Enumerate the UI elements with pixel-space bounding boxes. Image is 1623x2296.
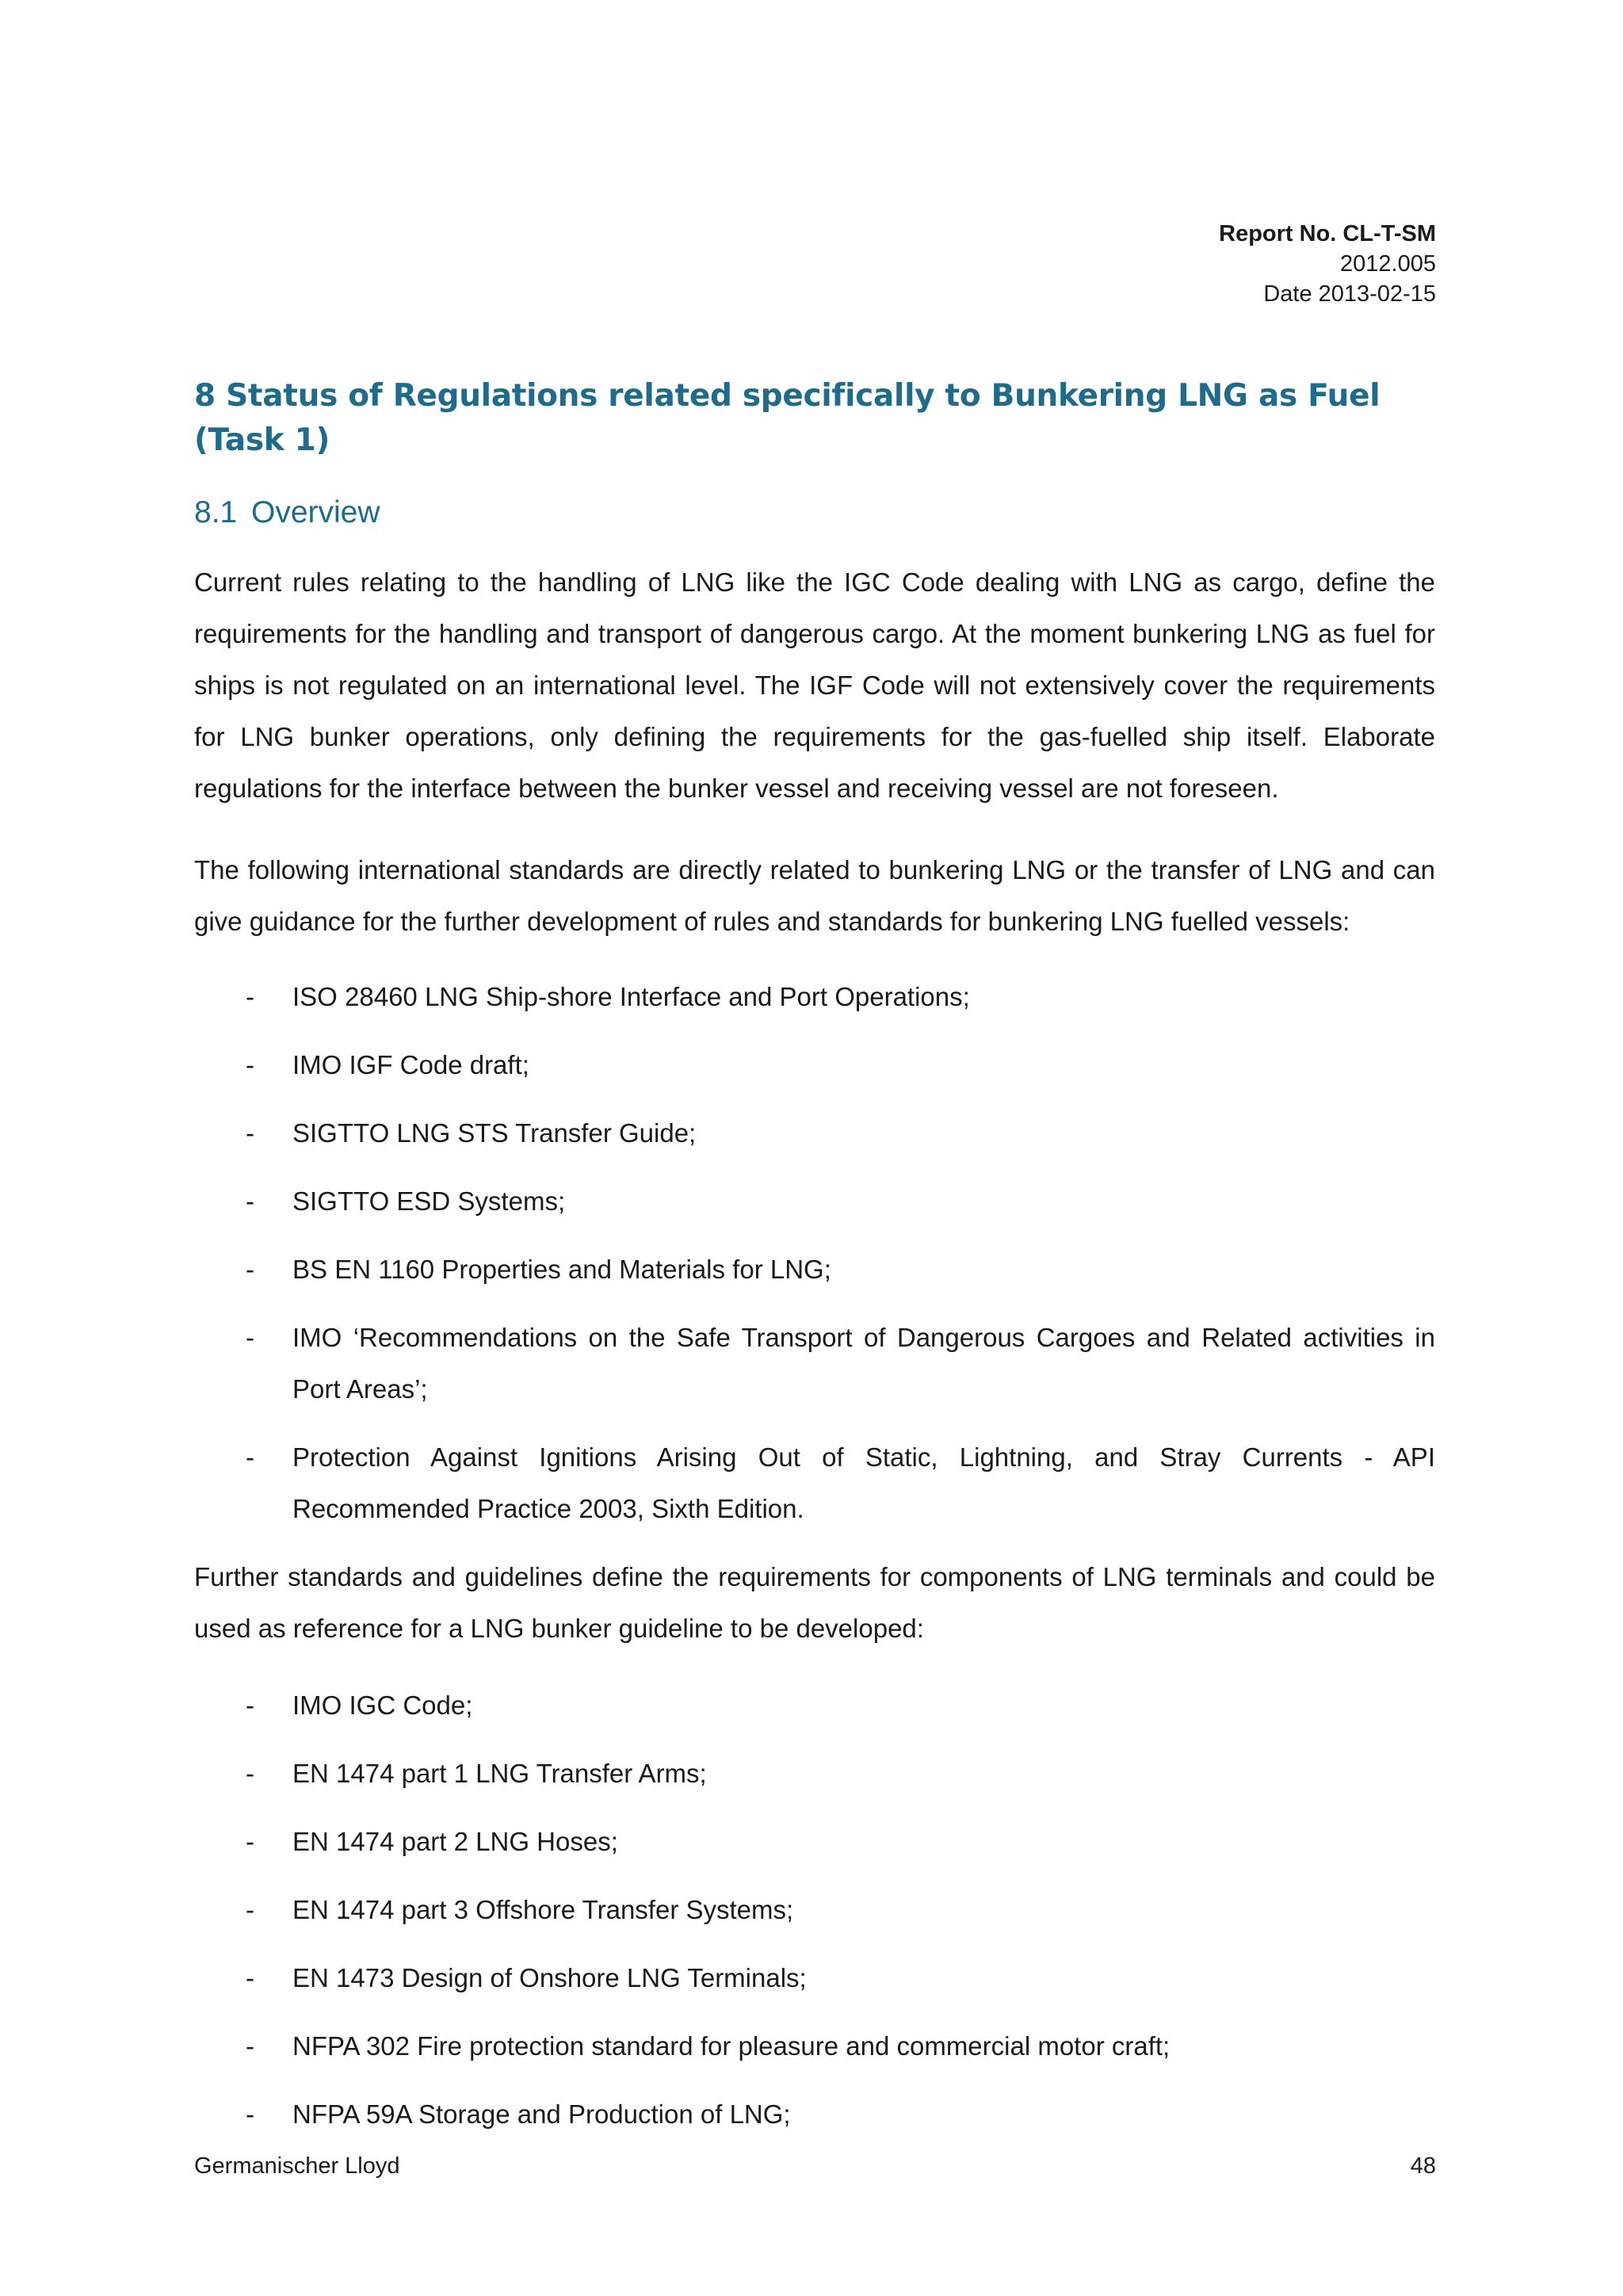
list-item: - NFPA 59A Storage and Production of LNG; <box>194 2088 1435 2140</box>
footer-company: Germanischer Lloyd <box>194 2153 400 2179</box>
dash-marker: - <box>246 1827 254 1856</box>
page-footer <box>194 2151 1436 2181</box>
section-name: Overview <box>251 495 380 529</box>
dash-marker: - <box>246 1323 254 1352</box>
dash-marker: - <box>246 1255 254 1284</box>
report-header <box>1219 219 1436 309</box>
standards-intro-paragraph: The following international standards are directly related to bunkering LNG or the transfer of LNG and can give guidance for the further development of rules and standards for bunkering LNG fuelled vessels: <box>194 855 1435 936</box>
list-item: - SIGTTO ESD Systems; <box>194 1175 1435 1227</box>
chapter-title: 8 Status of Regulations related specifically to Bunkering LNG as Fuel (Task 1) <box>194 378 1381 458</box>
list-item: - SIGTTO LNG STS Transfer Guide; <box>194 1107 1435 1159</box>
components-intro-paragraph: Further standards and guidelines define the requirements for components of LNG terminals and could be used as reference for a LNG bunker guideline to be developed: <box>194 1562 1435 1643</box>
list-item: - IMO IGC Code; <box>194 1679 1435 1731</box>
list-item: - ISO 28460 LNG Ship-shore Interface and Port Operations; <box>194 971 1435 1022</box>
components-list <box>194 1679 1435 2140</box>
list-item: - EN 1474 part 1 LNG Transfer Arms; <box>194 1748 1435 1799</box>
dash-marker: - <box>246 1895 254 1924</box>
list-item: - NFPA 302 Fire protection standard for pleasure and commercial motor craft; <box>194 2020 1435 2072</box>
dash-marker: - <box>246 2031 254 2061</box>
list-item: - EN 1473 Design of Onshore LNG Terminals; <box>194 1952 1435 2004</box>
dash-marker: - <box>246 2099 254 2129</box>
report-date: Date 2013-02-15 <box>1263 281 1436 307</box>
list-item: - Protection Against Ignitions Arising Out of Static, Lightning, and Stray Currents - API Recommended Practice 2003, Sixth Edition. <box>194 1431 1435 1534</box>
dash-marker: - <box>246 1963 254 1992</box>
standards-list <box>194 971 1435 1534</box>
section-number: 8.1 <box>194 495 238 529</box>
list-item: - BS EN 1160 Properties and Materials for LNG; <box>194 1244 1435 1295</box>
dash-marker: - <box>246 982 254 1011</box>
section-title <box>194 493 1435 533</box>
list-item: - IMO IGF Code draft; <box>194 1039 1435 1091</box>
list-item: - IMO ‘Recommendations on the Safe Transport of Dangerous Cargoes and Related activities in Port Areas’; <box>194 1312 1435 1415</box>
dash-marker: - <box>246 1442 254 1472</box>
overview-paragraph: Current rules relating to the handling of LNG like the IGC Code dealing with LNG as cargo, define the requirements for the handling and transport of dangerous cargo. At the moment bunkering LNG as fuel for ships is not regulated on an international level. The IGF Code will not extensively cover the requirements for LNG bunker operations, only defining the requirements for the gas-fuelled ship itself. Elaborate regulations for the interface between the bunker vessel and receiving vessel are not foreseen. <box>194 567 1435 803</box>
report-number: Report No. CL-T-SM <box>1219 221 1436 246</box>
page-number: 48 <box>1410 2153 1436 2179</box>
list-item: - EN 1474 part 2 LNG Hoses; <box>194 1816 1435 1867</box>
dash-marker: - <box>246 1690 254 1720</box>
dash-marker: - <box>246 1118 254 1148</box>
list-item: - EN 1474 part 3 Offshore Transfer Systems; <box>194 1884 1435 1935</box>
dash-marker: - <box>246 1759 254 1788</box>
main-content <box>194 374 1435 2157</box>
report-code: 2012.005 <box>1340 251 1436 277</box>
dash-marker: - <box>246 1050 254 1079</box>
dash-marker: - <box>246 1186 254 1216</box>
